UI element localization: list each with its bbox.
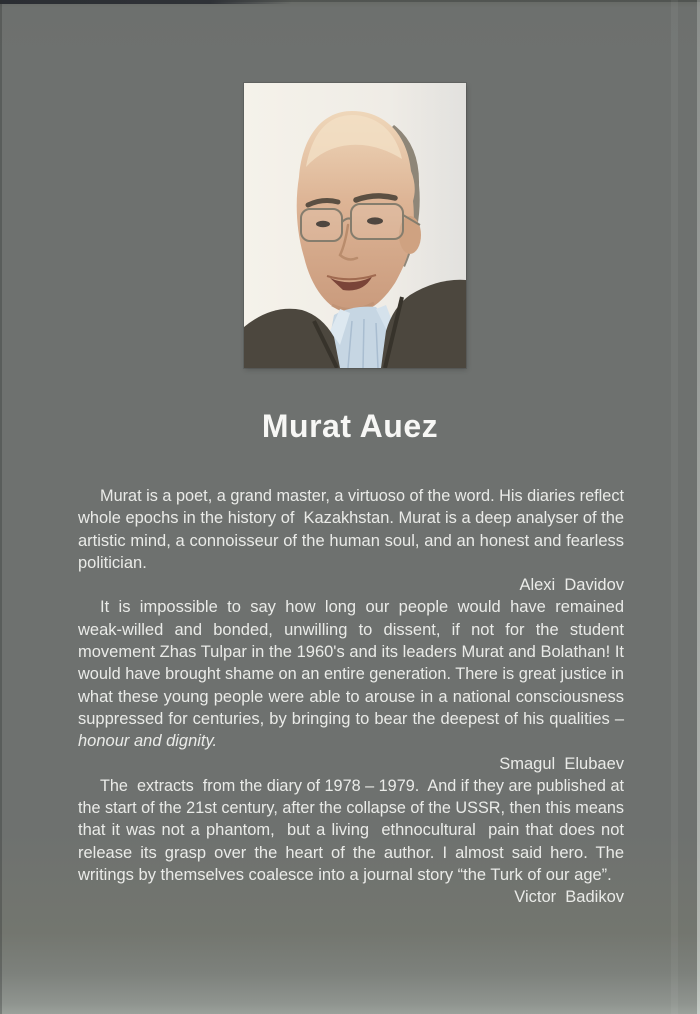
text-line: what these young people were able to arouse in a national consciousness xyxy=(78,687,624,706)
text-line: movement Zhas Tulpar in the 1960's and its leaders Murat and Bolathan! It xyxy=(78,643,624,662)
body-text xyxy=(78,485,624,909)
text-line: artistic mind, a connoisseur of the human soul, and an honest and fearless xyxy=(78,531,624,550)
page-title: Murat Auez xyxy=(261,408,439,444)
text-line: release its grasp over the heart of the author. I almost said hero. The xyxy=(78,843,624,862)
scan-artifact-left-edge xyxy=(0,0,2,1014)
scan-artifact-vertical-band xyxy=(671,0,678,1014)
text-line: that it was not a phantom, but a living ethnocultural pain that does not xyxy=(78,821,624,840)
text-line: would have brought shame on an entire generation. There is great justice in xyxy=(78,665,624,684)
text-line: honour and dignity. xyxy=(78,732,218,751)
text-line: The extracts from the diary of 1978 – 1979. And if they are published at xyxy=(100,776,624,795)
scan-artifact-top-strip xyxy=(0,0,292,4)
text-line: It is impossible to say how long our people would have remained xyxy=(100,598,624,617)
glasses-lens-left xyxy=(301,209,342,241)
paragraph-3 xyxy=(78,775,624,886)
text-line: Murat is a poet, a grand master, a virtuoso of the word. His diaries reflect xyxy=(100,487,624,505)
attribution-1: Alexi Davidov xyxy=(519,576,624,595)
text-line: writings by themselves coalesce into a journal story “the Turk of our age”. xyxy=(78,866,612,885)
portrait-photo xyxy=(244,83,466,368)
paragraph-2 xyxy=(78,596,624,752)
glasses-lens-right xyxy=(351,204,403,239)
attribution-3: Victor Badikov xyxy=(514,888,624,907)
text-line: whole epochs in the history of Kazakhstan. Murat is a deep analyser of the xyxy=(78,509,624,528)
text-line: the start of the 21st century, after the collapse of the USSR, then this means xyxy=(78,799,624,818)
text-line: politician. xyxy=(78,553,147,572)
attribution-2: Smagul Elubaev xyxy=(499,754,624,773)
text-line: weak-willed and bonded, unwilling to dissent, if not for the student xyxy=(78,620,624,639)
portrait-illustration xyxy=(244,83,466,368)
text-line: suppressed for centuries, by bringing to bear the deepest of his qualities – xyxy=(78,709,624,728)
paragraph-1 xyxy=(78,485,624,574)
